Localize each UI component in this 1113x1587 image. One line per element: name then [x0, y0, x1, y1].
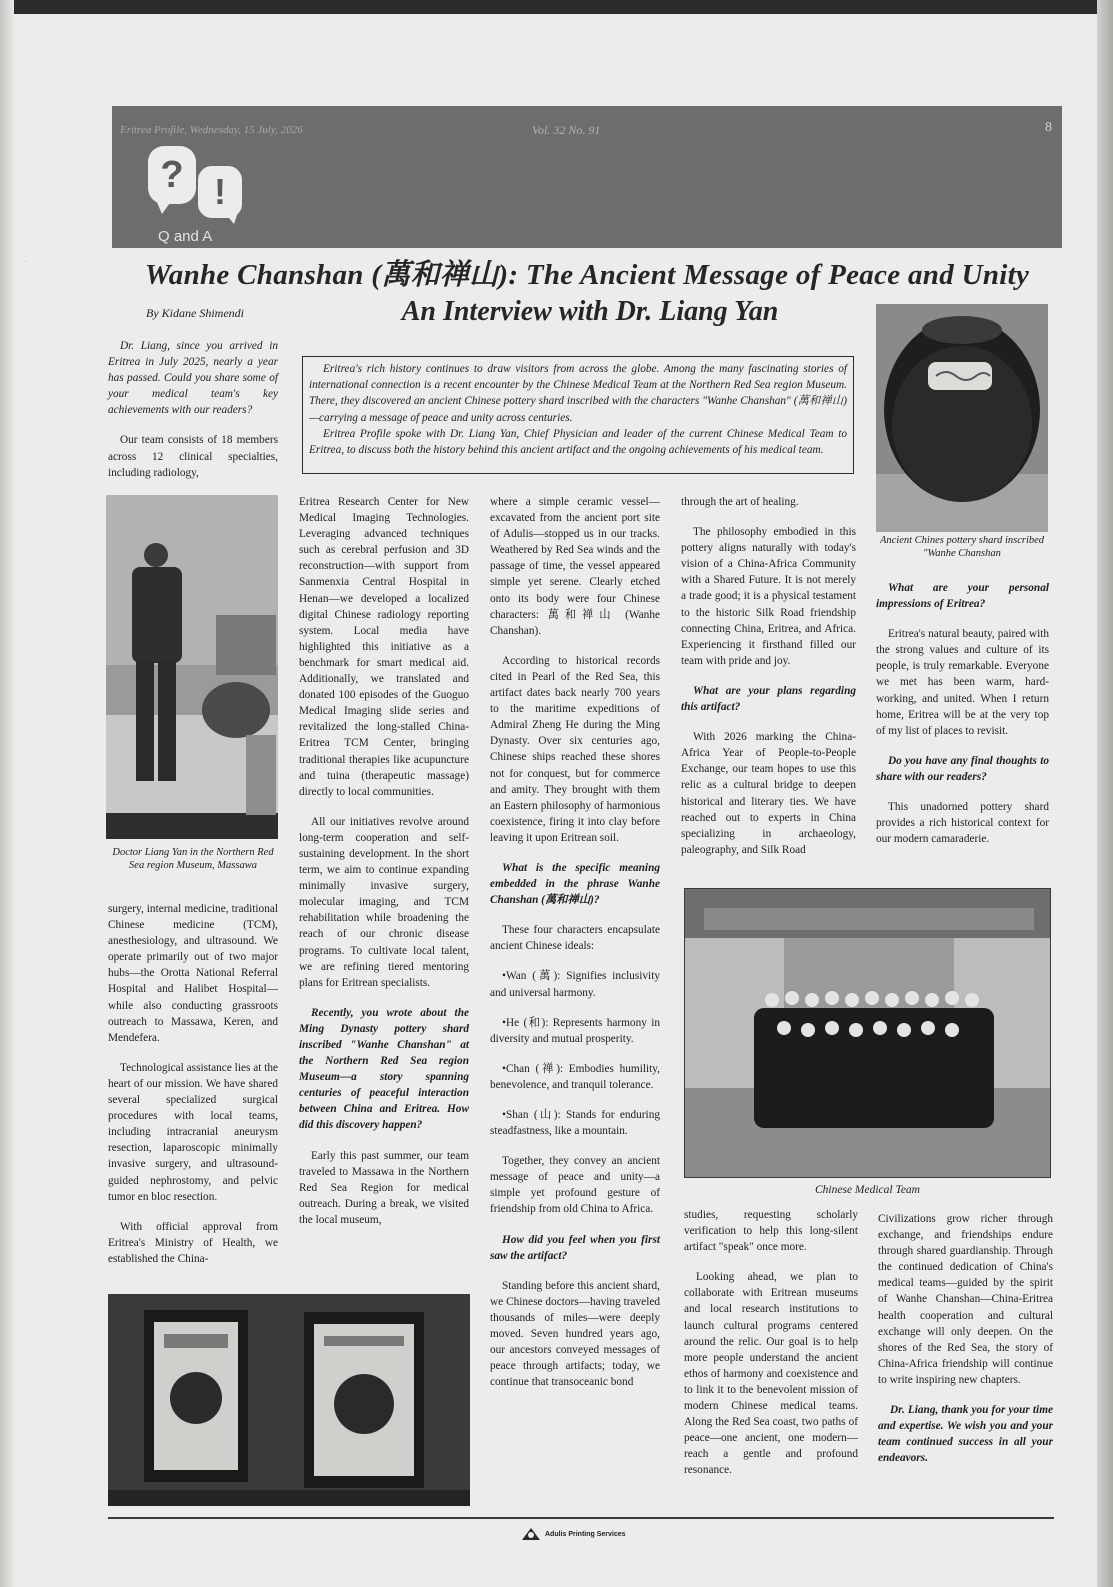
answer-paragraph: through the art of healing.: [681, 496, 799, 508]
column-4-top: [681, 494, 856, 872]
question-text: Recently, you wrote about the Ming Dynasty pottery shard inscribed "Wanhe Chanshan" at the Northern Red Sea region Museum—a story spanning centuries of peaceful interaction between China and Eritrea. How did this discovery happen?: [299, 1006, 469, 1132]
doctor-photo-caption: Doctor Liang Yan in the Northern Red Sea region Museum, Massawa: [112, 847, 274, 871]
question-text: What are your personal impressions of Eritrea?: [876, 582, 1049, 611]
bullet-shan: •Shan (山): Stands for enduring steadfastness, like a mountain.: [490, 1109, 660, 1138]
pottery-photo-caption: Ancient Chines pottery shard inscribed "Wanhe Chanshan: [879, 535, 1045, 559]
bullet-wan: •Wan (萬): Signifies inclusivity and universal harmony.: [490, 970, 660, 999]
subheadline: An Interview with Dr. Liang Yan: [401, 296, 779, 327]
column-3: [490, 494, 660, 1404]
page-number: 8: [1045, 120, 1052, 135]
question-text: Do you have any final thoughts to share with our readers?: [876, 754, 1049, 783]
section-banner: [112, 106, 1062, 248]
answer-paragraph: With official approval from Eritrea's Ministry of Health, we established the China-: [108, 1220, 278, 1265]
intro-paragraph: Eritrea's rich history continues to draw visitors from across the globe. Among the many fascinating stories of international connection is a recent encounter by the Chinese Medical Team at the Northern Red Sea region Museum. There, they discovered an ancient Chinese pottery shard inscribed with the characters "Wanhe Chanshan" (萬和禅山)—carrying a message of peace and unity across centuries.: [309, 363, 847, 424]
answer-paragraph: Technological assistance lies at the heart of our mission. We have shared several specialized surgical procedures with local teams, including intracranial aneurysm resection, laparoscopic minimally invasive surgery, and ultrasound-guided nephrostomy, and pelvic tumor en bloc resection.: [108, 1061, 278, 1203]
answer-paragraph: Eritrea's natural beauty, paired with the strong values and culture of its people, is truly remarkable. Everyone we met has been warm, hard-working, and united. When I return home, Eritrea will be at the very top of my list of places to revisit.: [876, 628, 1049, 737]
team-photo-image: [684, 888, 1051, 1178]
column-1-bottom: [108, 901, 278, 1281]
answer-paragraph: Standing before this ancient shard, we Chinese doctors—having traveled thousands of miles—were deeply moved. Seven hundred years ago, our ancestors conveyed messages of peace through artifacts; today, we continue that transoceanic bond: [490, 1279, 660, 1389]
answer-paragraph: Early this past summer, our team traveled to Massawa in the Northern Red Sea Region for medical outreach. During a break, we visited the local museum,: [299, 1149, 469, 1226]
question-bubble-tail: [156, 200, 172, 214]
answer-paragraph: Together, they convey an ancient message of peace and unity—a simple yet profound gesture of friendship from old China to Africa.: [490, 1155, 660, 1216]
answer-paragraph: Our team consists of 18 members across 12 clinical specialties, including radiology,: [108, 434, 278, 479]
doctor-photo: [106, 495, 278, 839]
answer-paragraph: Looking ahead, we plan to collaborate with Eritrean museums and local research institutions to launch cultural programs centered around the relic. Our goal is to help more people understand the ancient ethos of harmony and coexistence and to link it to the benevolent mission of modern Chinese medical teams. Along the Red Sea coast, two paths of peace—one ancient, one modern—reach a gentle and profound resonance.: [684, 1271, 858, 1477]
question-text: What is the specific meaning embedded in the phrase Wanhe Chanshan (萬和禅山)?: [490, 861, 660, 907]
pottery-photo-image: [876, 304, 1048, 532]
printer-credit: [520, 1526, 626, 1542]
byline: By Kidane Shimendi: [146, 306, 244, 320]
answer-paragraph: Civilizations grow richer through exchange, and friendships endure through shared guardianship. Through the continued dedication of China's medical teams—guided by the spirit of Wanhe Chanshan—China-Eritrea health cooperation and cultural exchange will only deepen. On the shores of the Red Sea, the story of China-Africa friendship will continue to write inspiring new chapters.: [878, 1213, 1053, 1386]
bullet-he: •He (和): Represents harmony in diversity and mutual prosperity.: [490, 1016, 660, 1045]
scan-right-edge: [1097, 0, 1113, 1587]
certificates-photo-image: [108, 1294, 470, 1506]
column-2: [299, 494, 469, 1242]
scan-left-edge: [0, 0, 14, 1587]
question-bubble-icon: ?: [148, 146, 196, 204]
pottery-photo: [876, 304, 1048, 532]
answer-paragraph: This unadorned pottery shard provides a rich historical context for our modern camaraderie.: [876, 801, 1049, 846]
closing-remark: Dr. Liang, thank you for your time and expertise. We wish you and your team continued success in all your endeavors.: [878, 1404, 1053, 1465]
printer-name: Adulis Printing Services: [545, 1530, 626, 1538]
intro-box: [302, 356, 854, 474]
question-text: How did you feel when you first saw the artifact?: [490, 1233, 660, 1262]
intro-paragraph: Eritrea Profile spoke with Dr. Liang Yan, Chief Physician and leader of the current Chinese Medical Team to Eritrea, to discuss both the history behind this ancient artifact and the ongoing achievements of his medical team.: [309, 427, 847, 457]
exclamation-bubble-icon: !: [196, 164, 244, 220]
answer-paragraph: surgery, internal medicine, traditional Chinese medicine (TCM), anesthesiology, and ultrasound. We operate primarily out of two major hubs—the Orotta National Referral Hospital and Halibet Hospital—while also conducting grassroots outreach to Massawa, Keren, and Mendefera.: [108, 903, 278, 1044]
footer-rule: [108, 1517, 1054, 1519]
column-4-bottom: [684, 1207, 858, 1493]
column-5-top: [876, 580, 1049, 861]
column-1-top: [108, 338, 278, 495]
answer-paragraph: All our initiatives revolve around long-term cooperation and self-sustaining development. In the short term, we aim to continue expanding minimally invasive surgery, molecular imaging, and TCM rehabilitation while broadening the reach of our chronic disease programs. To cultivate local talent, we are refining tiered mentoring plans for Eritrean specialists.: [299, 815, 469, 989]
answer-paragraph: These four characters encapsulate ancient Chinese ideals:: [490, 924, 660, 953]
printer-logo-icon: [520, 1526, 542, 1542]
certificates-photo: [108, 1294, 470, 1506]
answer-paragraph: where a simple ceramic vessel—excavated from the ancient port site of Adulis—stopped us in our tracks. Weathered by Red Sea winds and the passage of time, the vessel appeared simple yet serene. Clearly etched onto its body were four Chinese characters: 萬和禅山 (Wanhe Chanshan).: [490, 496, 660, 637]
answer-paragraph: Eritrea Research Center for New Medical Imaging Technologies. Leveraging advanced techniques such as cerebral perfusion and 3D reconstruction—with support from Sanmenxia Central Hospital in Henan—we developed a localized digital Chinese radiology reporting system. Local media have highlighted this initiative as a benchmark for smart medical aid. Additionally, we translated and donated 100 episodes of the Guoguo Medical Imaging slide series and revitalized the long-stalled China-Eritrea TCM Center, bringing traditional therapies like acupuncture and tuina (therapeutic massage) directly to local communities.: [299, 496, 469, 798]
publication-date: Eritrea Profile, Wednesday, 15 July, 2026: [120, 124, 303, 136]
section-label: Q and A: [158, 228, 213, 245]
answer-paragraph: studies, requesting scholarly verification to help this long-silent artifact "speak" once more.: [684, 1209, 858, 1254]
doctor-photo-image: [106, 495, 278, 839]
exclamation-bubble-tail: [224, 212, 238, 224]
team-photo-caption: Chinese Medical Team: [815, 1184, 920, 1196]
question-text: Dr. Liang, since you arrived in Eritrea in July 2025, nearly a year has passed. Could you share some of your medical team's key achievements with our readers?: [108, 340, 278, 417]
team-photo: [684, 888, 1051, 1178]
column-5-bottom: [878, 1211, 1053, 1480]
volume-number: Vol. 32 No. 91: [532, 123, 601, 137]
bullet-chan: •Chan (禅): Embodies humility, benevolence, and tranquil tolerance.: [490, 1062, 660, 1091]
answer-paragraph: The philosophy embodied in this pottery aligns naturally with today's vision of a China-Africa Community with a Shared Future. It is not merely a trade good; it is a physical testament to the historic Silk Road friendship connecting China, Eritrea, and Africa. Experiencing it firsthand filled our team with pride and joy.: [681, 526, 856, 667]
question-text: What are your plans regarding this artifact?: [681, 684, 856, 714]
answer-paragraph: According to historical records cited in Pearl of the Red Sea, this artifact dates back nearly 700 years to the maritime expeditions of Admiral Zheng He during the Ming Dynasty. Over six centuries ago, Chinese ships reached these shores not for conquest, but for commerce and amity. They brought with them an Eastern philosophy of harmonious coexistence, firing it into clay before leaving it upon Eritrean soil.: [490, 654, 660, 844]
answer-paragraph: With 2026 marking the China-Africa Year of People-to-People Exchange, our team hopes to use this relic as a cultural bridge to deepen historical and literary ties. We have reached out to experts in China specializing in archaeology, paleography, and Silk Road: [681, 731, 856, 856]
scan-mark: ·: [24, 258, 27, 266]
scan-top-edge: [0, 0, 1113, 14]
headline: Wanhe Chanshan (萬和禅山): The Ancient Message of Peace and Unity: [144, 259, 1030, 291]
